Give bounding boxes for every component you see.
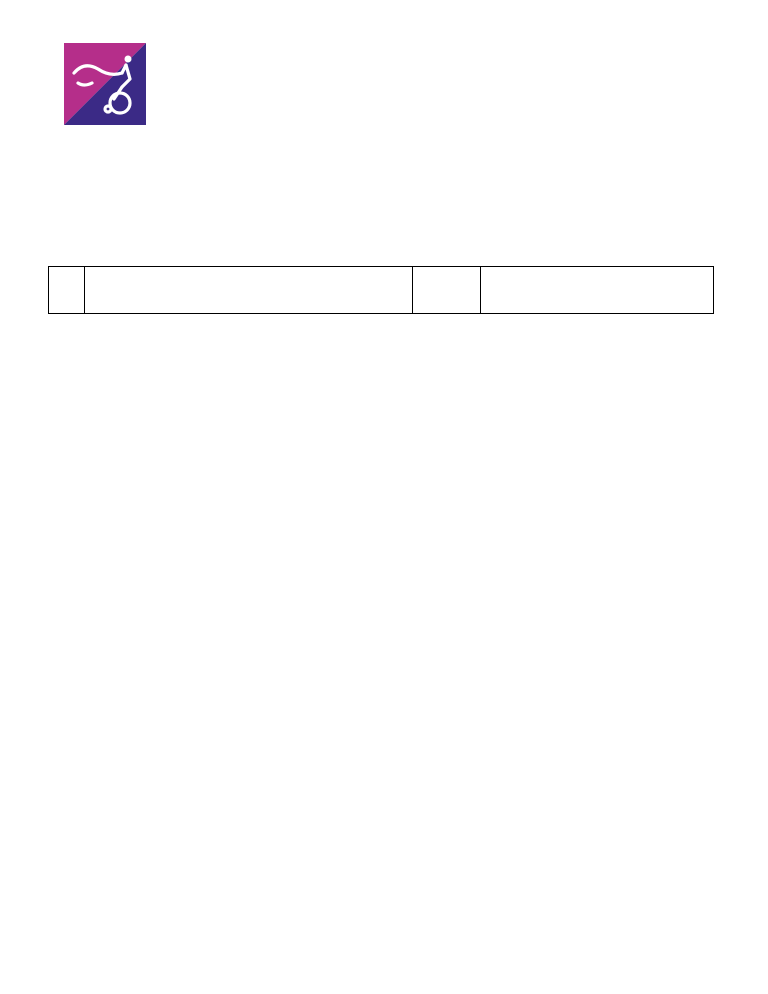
header-uwagi [481, 267, 714, 314]
table-header-row [49, 267, 714, 314]
header-lp [49, 267, 85, 314]
program-table [48, 266, 714, 920]
header-ocena [413, 267, 481, 314]
para-dressage-logo [64, 43, 146, 125]
header-program [85, 267, 413, 314]
